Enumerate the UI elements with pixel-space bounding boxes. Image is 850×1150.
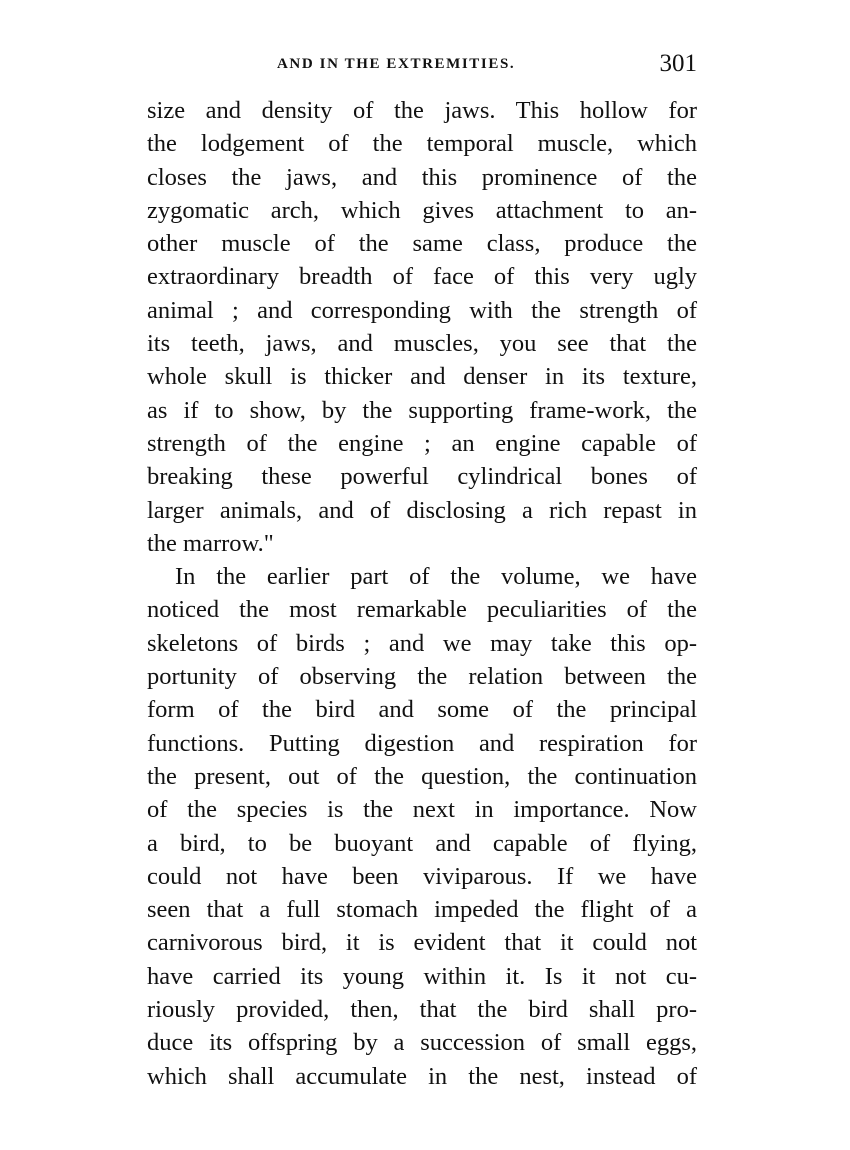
text-line: animal ; and corresponding with the strength of [147, 296, 697, 324]
body-text [147, 94, 697, 1093]
text-line: strength of the engine ; an engine capable of [147, 429, 697, 457]
page-number: 301 [659, 50, 697, 77]
text-line: In the earlier part of the volume, we have [175, 563, 697, 591]
text-line: have carried its young within it. Is it not cu- [147, 962, 697, 990]
text-line: the lodgement of the temporal muscle, which [147, 130, 697, 158]
running-title: AND IN THE EXTREMITIES. [277, 56, 516, 72]
text-line: riously provided, then, that the bird shall pro- [147, 996, 697, 1024]
text-line: size and density of the jaws. This hollow for [147, 97, 697, 124]
text-line: which shall accumulate in the nest, instead of [147, 1062, 697, 1090]
text-line: a bird, to be buoyant and capable of flying, [147, 829, 697, 857]
paragraph-1 [147, 94, 697, 560]
text-line: duce its offspring by a succession of small eggs, [147, 1029, 697, 1057]
book-page [147, 50, 697, 1093]
text-line: closes the jaws, and this prominence of the [147, 163, 697, 191]
text-line: could not have been viviparous. If we have [147, 862, 697, 890]
text-line: form of the bird and some of the principal [147, 696, 697, 724]
text-line: other muscle of the same class, produce the [147, 230, 697, 258]
text-line: functions. Putting digestion and respiration for [147, 729, 697, 757]
text-line: the present, out of the question, the continuation [147, 762, 697, 790]
text-line: larger animals, and of disclosing a rich repast in [147, 496, 697, 524]
text-line: skeletons of birds ; and we may take this op- [147, 629, 697, 657]
running-head [147, 50, 697, 86]
text-line: seen that a full stomach impeded the flight of a [147, 896, 697, 924]
text-line: breaking these powerful cylindrical bones of [147, 463, 697, 491]
text-line: its teeth, jaws, and muscles, you see that the [147, 330, 697, 358]
text-line: whole skull is thicker and denser in its texture, [147, 363, 697, 391]
text-line: as if to show, by the supporting frame-work, the [147, 396, 697, 424]
text-line: zygomatic arch, which gives attachment to an- [147, 196, 697, 224]
text-line: carnivorous bird, it is evident that it could not [147, 929, 697, 957]
text-line: extraordinary breadth of face of this very ugly [147, 263, 697, 291]
text-line: the marrow." [147, 529, 274, 557]
paragraph-2 [147, 560, 697, 1093]
text-line: of the species is the next in importance. Now [147, 796, 697, 824]
text-line: noticed the most remarkable peculiarities of the [147, 596, 697, 624]
text-line: portunity of observing the relation between the [147, 663, 697, 691]
